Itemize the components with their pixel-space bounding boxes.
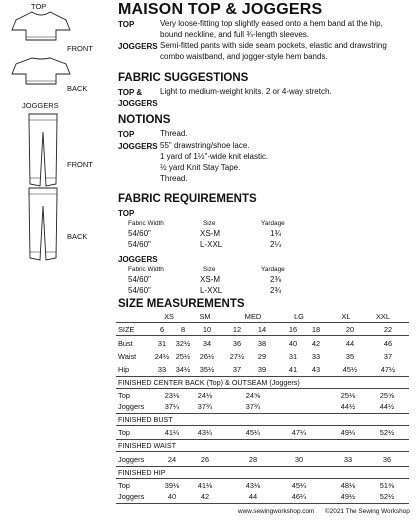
col-size: Size	[203, 220, 216, 227]
cell: 26	[200, 455, 210, 464]
cell: Joggers	[118, 455, 145, 464]
cell: 37¼	[164, 402, 180, 411]
cell: 34½	[175, 365, 191, 374]
cell: 25½	[175, 352, 191, 361]
cell: 45½	[342, 365, 358, 374]
cell: 31	[157, 339, 167, 348]
cell: 37¾	[245, 402, 261, 411]
joggers-front-sketch	[26, 112, 60, 190]
cell: Top	[118, 481, 130, 490]
cell: 39	[257, 365, 267, 374]
finished-back-label: FINISHED CENTER BACK (Top) & OUTSEAM (Joggers)	[118, 378, 300, 387]
cell: 28	[248, 455, 258, 464]
size-measurements-heading: SIZE MEASUREMENTS	[118, 298, 245, 310]
sketch-joggers-label: JOGGERS	[22, 101, 59, 110]
size-cell: 14	[257, 325, 267, 334]
desc-top-line2: bound neckline, and full ¾-length sleeves.	[160, 30, 309, 39]
fabric-req-cell: 54/60"	[128, 229, 151, 238]
finished-back-row	[116, 390, 409, 401]
cell: 27½	[229, 352, 245, 361]
size-cell: 6	[159, 325, 165, 334]
notions-top-text: Thread.	[160, 129, 188, 138]
finished-back-row	[116, 401, 409, 412]
cell: 23⅛	[164, 391, 180, 400]
finished-hip-row	[116, 480, 409, 491]
fabric-req-cell: 2¾	[270, 286, 282, 295]
divider	[116, 466, 409, 467]
cell: 41	[288, 365, 298, 374]
finished-waist-row	[116, 454, 409, 465]
cell: 36	[382, 455, 392, 464]
size-group: LG	[294, 312, 304, 321]
size-cell: SIZE	[118, 325, 135, 334]
size-cell: 10	[202, 325, 212, 334]
divider	[116, 335, 409, 336]
col-fabric-width: Fabric Width	[128, 220, 164, 227]
cell: 45¼	[291, 481, 307, 490]
sketch-top-label: TOP	[31, 2, 47, 11]
notions-joggers-line: ½ yard Knit Stay Tape.	[160, 163, 241, 172]
cell: 47½	[380, 365, 396, 374]
notions-joggers-line: 1 yard of 1½"-wide knit elastic.	[160, 152, 269, 161]
notions-heading: NOTIONS	[118, 114, 171, 126]
cell: Top	[118, 428, 130, 437]
size-cell: 20	[345, 325, 355, 334]
sketch-front-label: FRONT	[67, 44, 93, 53]
divider	[116, 439, 409, 440]
cell: 35	[345, 352, 355, 361]
cell: 30	[294, 455, 304, 464]
divider	[116, 413, 409, 414]
cell: 49½	[340, 492, 356, 501]
fabric-req-cell: 2⅜	[270, 275, 282, 284]
cell: 33	[343, 455, 353, 464]
col-fabric-width: Fabric Width	[128, 266, 164, 273]
cell: 26½	[199, 352, 215, 361]
desc-top-line1: Very loose-fitting top slightly eased onto a hem band at the hip,	[160, 19, 383, 28]
top-back-sketch	[10, 54, 72, 90]
cell: 47¼	[291, 428, 307, 437]
size-cell: 12	[232, 325, 242, 334]
cell: Hip	[118, 365, 130, 374]
finished-waist-label: FINISHED WAIST	[118, 441, 177, 450]
sketch-jback-label: BACK	[67, 232, 88, 241]
fabric-req-cell: 54/60"	[128, 240, 151, 249]
cell: 49¼	[340, 428, 356, 437]
cell: 38	[257, 339, 267, 348]
fabric-suggestions-label2: JOGGERS	[118, 99, 158, 108]
cell: 37	[383, 352, 393, 361]
desc-joggers-line1: Semi-fitted pants with side seam pockets, elastic and drawstring	[160, 41, 387, 50]
cell: 37	[232, 365, 242, 374]
page-title: MAISON TOP & JOGGERS	[118, 1, 323, 18]
fabric-req-cell: 54/60"	[128, 275, 151, 284]
cell: Joggers	[118, 492, 145, 501]
cell: 41⅛	[197, 481, 213, 490]
body-row	[116, 364, 409, 375]
cell: 41¼	[164, 428, 180, 437]
cell: 36	[232, 339, 242, 348]
size-group: MED	[244, 312, 262, 321]
cell: 44	[345, 339, 355, 348]
size-group: XS	[164, 312, 174, 321]
size-group: SM	[199, 312, 211, 321]
fabric-req-top-label: TOP	[118, 209, 135, 218]
cell: 46¼	[291, 492, 307, 501]
cell: Top	[118, 391, 130, 400]
fabric-req-cell: XS-M	[200, 275, 220, 284]
cell: 43	[311, 365, 321, 374]
cell: 32½	[175, 339, 191, 348]
size-cell: 8	[180, 325, 186, 334]
cell: 24	[167, 455, 177, 464]
cell: 44½	[340, 402, 356, 411]
sketch-back-label: BACK	[67, 84, 88, 93]
cell: 37¾	[197, 402, 213, 411]
desc-joggers-label: JOGGERS	[118, 42, 158, 51]
desc-top-label: TOP	[118, 20, 135, 29]
cell: 42	[200, 492, 210, 501]
divider	[116, 322, 409, 323]
divider	[116, 478, 409, 479]
divider	[116, 503, 409, 504]
cell: 44½	[379, 402, 395, 411]
cell: 42	[311, 339, 321, 348]
cell: 52½	[379, 492, 395, 501]
size-row	[116, 324, 409, 335]
divider	[116, 376, 409, 377]
cell: 35½	[199, 365, 215, 374]
size-cell: 22	[383, 325, 393, 334]
cell: 31	[288, 352, 298, 361]
notions-joggers-line: 55" drawstring/shoe lace.	[160, 141, 250, 150]
finished-bust-row	[116, 427, 409, 438]
size-group: XXL	[376, 312, 390, 321]
cell: 29	[257, 352, 267, 361]
cell: 25⅝	[379, 391, 395, 400]
body-row	[116, 351, 409, 362]
size-group-row	[116, 311, 409, 322]
cell: 24⅝	[245, 391, 261, 400]
size-group: XL	[341, 312, 351, 321]
fabric-req-cell: L-XXL	[200, 240, 223, 249]
fabric-req-cell: 1¾	[270, 229, 282, 238]
desc-joggers-line2: combo waistband, and jogger-style hem bands.	[160, 52, 328, 61]
fabric-suggestions-text: Light to medium-weight knits. 2 or 4-way stretch.	[160, 87, 332, 96]
divider	[116, 425, 409, 426]
divider	[116, 451, 409, 452]
cell: 51⅜	[379, 481, 395, 490]
cell: 33	[157, 365, 167, 374]
col-yardage: Yardage	[261, 266, 285, 273]
cell: 52½	[379, 428, 395, 437]
fabric-req-cell: XS-M	[200, 229, 220, 238]
cell: 40	[167, 492, 177, 501]
finished-bust-label: FINISHED BUST	[118, 415, 173, 424]
cell: Waist	[118, 352, 137, 361]
cell: Bust	[118, 339, 133, 348]
cell: 25⅛	[340, 391, 356, 400]
cell: Joggers	[118, 402, 145, 411]
top-front-sketch	[10, 10, 72, 46]
cell: 48⅛	[340, 481, 356, 490]
finished-hip-label: FINISHED HIP	[118, 468, 166, 477]
cell: 45¼	[245, 428, 261, 437]
cell: 24½	[154, 352, 170, 361]
cell: 39⅛	[164, 481, 180, 490]
body-row	[116, 338, 409, 349]
fabric-req-cell: 2¼	[270, 240, 282, 249]
size-cell: 18	[311, 325, 321, 334]
cell: 43¼	[197, 428, 213, 437]
cell: 46	[383, 339, 393, 348]
sketch-jfront-label: FRONT	[67, 160, 93, 169]
joggers-back-sketch	[26, 186, 60, 264]
col-size: Size	[203, 266, 216, 273]
cell: 44	[248, 492, 258, 501]
divider	[116, 388, 409, 389]
col-yardage: Yardage	[261, 220, 285, 227]
notions-joggers-line: Thread.	[160, 174, 188, 183]
finished-hip-row	[116, 491, 409, 502]
cell: 40	[288, 339, 298, 348]
notions-top-label: TOP	[118, 130, 135, 139]
fabric-req-joggers-label: JOGGERS	[118, 255, 158, 264]
size-cell: 16	[288, 325, 298, 334]
cell: 24⅛	[197, 391, 213, 400]
footer-website[interactable]: www.sewingworkshop.com	[238, 508, 315, 515]
fabric-suggestions-label1: TOP &	[118, 88, 143, 97]
fabric-requirements-heading: FABRIC REQUIREMENTS	[118, 193, 257, 205]
fabric-suggestions-heading: FABRIC SUGGESTIONS	[118, 72, 249, 84]
notions-joggers-label: JOGGERS	[118, 142, 158, 151]
cell: 43⅛	[245, 481, 261, 490]
fabric-req-cell: L-XXL	[200, 286, 223, 295]
cell: 34	[202, 339, 212, 348]
fabric-req-cell: 54/60"	[128, 286, 151, 295]
cell: 33	[311, 352, 321, 361]
footer-copyright: ©2021 The Sewing Workshop	[325, 508, 410, 515]
